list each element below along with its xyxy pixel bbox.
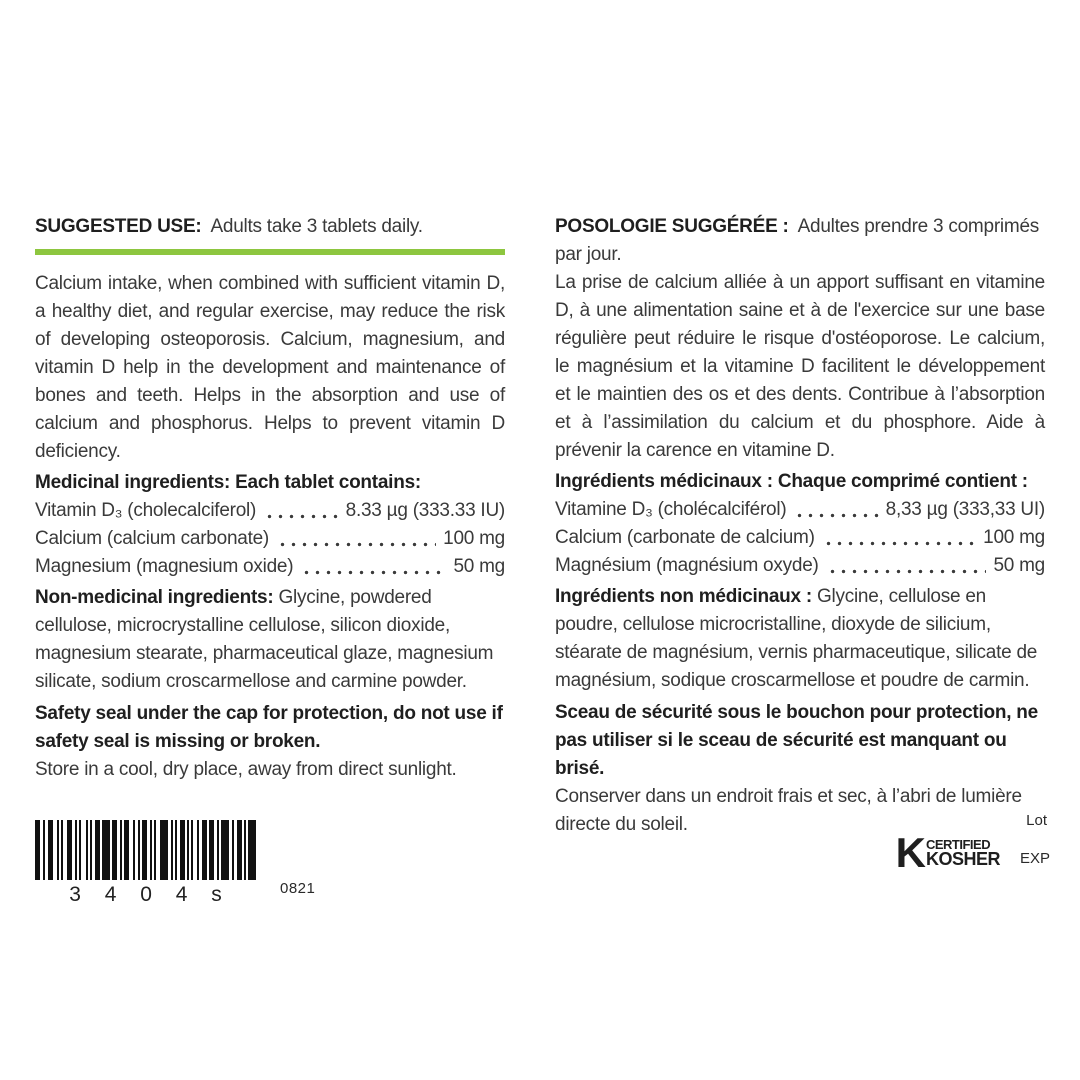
posologie-label: POSOLOGIE SUGGÉRÉE :	[555, 216, 789, 237]
medicinal-heading-fr: Ingrédients médicinaux : Chaque comprimé contient :	[555, 471, 1028, 492]
green-divider	[35, 249, 505, 255]
ingredient-row-magnesium-fr	[555, 552, 1045, 580]
ingredient-row-calcium-fr	[555, 524, 1045, 552]
suggested-use-heading	[35, 213, 505, 241]
kosher-kosher-text: KOSHER	[925, 849, 1000, 869]
ingredient-name: Calcium (carbonate de calcium)	[555, 527, 815, 548]
ingredient-name: Vitamin D₃ (cholecalciferol)	[35, 500, 257, 521]
dot-leader	[301, 553, 446, 581]
dot-leader	[794, 496, 878, 524]
lot-label: Lot	[1026, 812, 1047, 829]
ingredient-value: 100 mg	[443, 528, 505, 549]
french-column	[555, 213, 1045, 839]
ingredient-name: Calcium (calcium carbonate)	[35, 528, 269, 549]
ingredient-name: Magnesium (magnesium oxide)	[35, 556, 294, 577]
posologie-text: Adultes prendre 3 comprimés par jour.	[555, 216, 1040, 265]
dot-leader	[277, 525, 436, 553]
barcode-block	[35, 820, 505, 909]
non-medicinal-label-en: Non-medicinal ingredients:	[35, 587, 274, 608]
barcode	[35, 820, 256, 880]
storage-fr: Conserver dans un endroit frais et sec, à l’abri de lumière directe du soleil.	[555, 786, 1022, 835]
ingredient-value: 100 mg	[983, 527, 1045, 548]
ingredient-name: Magnésium (magnésium oxyde)	[555, 555, 819, 576]
english-description: Calcium intake, when combined with sufficient vitamin D, a healthy diet, and regular exercise, may reduce the risk of developing osteoporosis. Calcium, magnesium, and vitamin D help in the development and maintenance of bones and teeth. Helps in the absorption and use of calcium and phosphorus. Helps to prevent vitamin D deficiency.	[35, 273, 505, 462]
safety-seal-en: Safety seal under the cap for protection, do not use if safety seal is missing or broken.	[35, 703, 503, 752]
exp-label: EXP	[1019, 850, 1050, 867]
posologie-heading	[555, 213, 1045, 269]
ingredient-name: Vitamine D₃ (cholécalciférol)	[555, 499, 787, 520]
certified-kosher-logo	[895, 829, 1000, 876]
ingredient-row-vitamin-d-en	[35, 497, 505, 525]
barcode-digits: 3 4 0 4 s	[69, 883, 231, 906]
ingredient-value: 50 mg	[453, 556, 505, 577]
ingredient-value: 50 mg	[993, 555, 1045, 576]
ingredient-row-vitamin-d-fr	[555, 496, 1045, 524]
ingredient-value: 8,33 µg (333,33 UI)	[885, 499, 1045, 520]
french-description: La prise de calcium alliée à un apport suffisant en vitamine D, à une alimentation saine et à de l'exercice sur une base régulière peut réduire le risque d'ostéoporose. Le calcium, le magnésium et la vitamine D facilitent le développement et le maintien des os et des dents. Contribue à l’absorption et à l’assimilation du calcium et du phosphore. Aide à prévenir la carence en vitamine D.	[555, 272, 1045, 461]
ingredient-row-calcium-en	[35, 525, 505, 553]
kosher-k-icon: K	[895, 829, 924, 876]
non-medicinal-label-fr: Ingrédients non médicinaux :	[555, 586, 812, 607]
ingredient-row-magnesium-en	[35, 553, 505, 581]
medicinal-heading-en: Medicinal ingredients: Each tablet contains:	[35, 472, 421, 493]
suggested-use-text: Adults take 3 tablets daily.	[206, 216, 423, 237]
non-medicinal-text-en: Glycine, powdered cellulose, microcrystalline cellulose, silicon dioxide, magnesium stearate, pharmaceutical glaze, magnesium silicate, sodium croscarmellose and carmine powder.	[35, 587, 494, 692]
barcode-code: 0821	[280, 880, 316, 897]
storage-en: Store in a cool, dry place, away from direct sunlight.	[35, 759, 457, 780]
dot-leader	[827, 552, 987, 580]
dot-leader	[823, 524, 976, 552]
lot-exp-block	[895, 812, 1050, 876]
non-medicinal-fr	[555, 583, 1045, 695]
non-medicinal-en	[35, 584, 505, 696]
safety-seal-fr: Sceau de sécurité sous le bouchon pour protection, ne pas utiliser si le sceau de sécurité est manquant ou brisé.	[555, 702, 1038, 779]
english-column	[35, 213, 505, 909]
kosher-certified-text: CERTIFIED	[925, 837, 991, 852]
dot-leader	[264, 497, 339, 525]
suggested-use-label: SUGGESTED USE:	[35, 216, 202, 237]
ingredient-value: 8.33 µg (333.33 IU)	[345, 500, 505, 521]
non-medicinal-text-fr: Glycine, cellulose en poudre, cellulose microcristalline, dioxyde de silicium, stéarate de magnésium, vernis pharmaceutique, silicate de magnésium, sodique croscarmellose et poudre de carmin.	[555, 586, 1038, 691]
